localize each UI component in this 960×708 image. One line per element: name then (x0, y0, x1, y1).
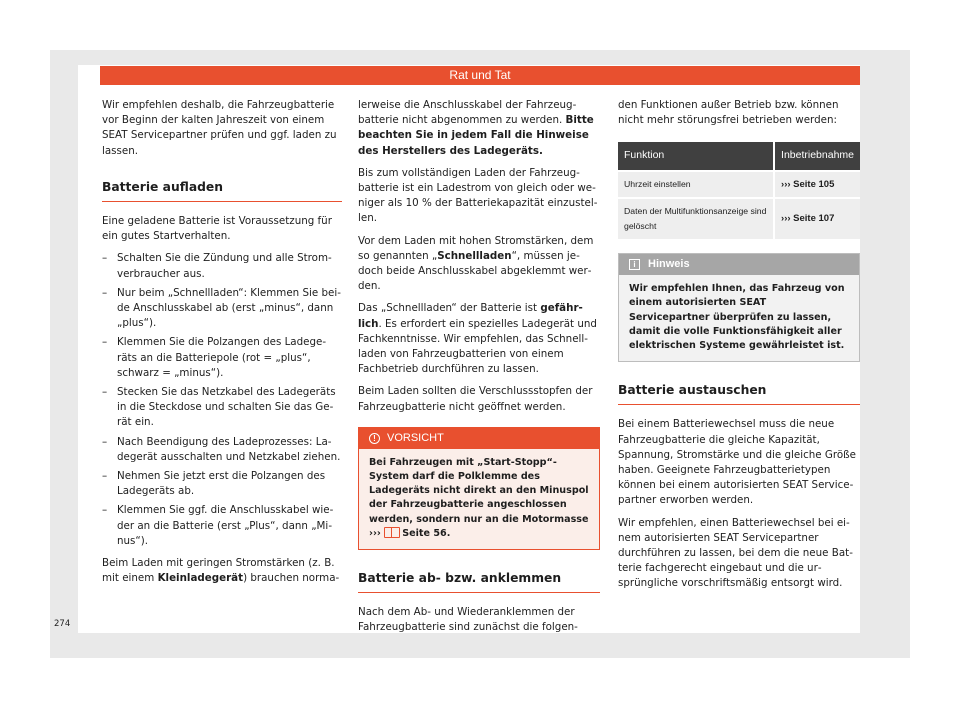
page-reference-link[interactable]: Seite 56. (402, 527, 451, 539)
table-cell: Daten der Multifunktionsanzeige sind gelöscht (618, 198, 774, 239)
emphasis-text: Bitte beachten Sie in jedem Fall die Hinweise des Herstellers des Ladegeräts. (358, 114, 594, 157)
list-item: – Nach Beendigung des Ladeprozesses: Ladegerät ausschalten und Netzkabel ziehen. (102, 435, 342, 465)
warning-body: Bei Fahrzeugen mit „Start-Stopp“-System darf die Polklemme des Ladegeräts nicht direkt an den Minuspol der Fahrzeugbatterie angeschlossen werden, sondern nur an die Motormasse ››› Seite 56. (369, 456, 589, 539)
lead-paragraph: Eine geladene Batterie ist Voraussetzung für ein gutes Startverhalten. (102, 215, 332, 243)
table-row (618, 171, 860, 198)
table-cell-link[interactable]: ››› Seite 105 (774, 171, 860, 198)
table-row (618, 198, 860, 239)
warning-icon: ! (369, 433, 380, 444)
paragraph: Nach dem Ab- und Wiederanklemmen der Fahrzeugbatterie sind zunächst die folgen- (358, 606, 578, 634)
column-right (618, 98, 860, 599)
list-item: – Klemmen Sie ggf. die Anschlusskabel wieder an die Batterie (erst „Plus“, dann „Minus“). (102, 503, 342, 549)
intro-paragraph: Wir empfehlen deshalb, die Fahrzeugbatterie vor Beginn der kalten Jahreszeit von einem SEAT Servicepartner prüfen und ggf. laden zu lassen. (102, 99, 337, 157)
table-header-cell: Funktion (618, 142, 774, 170)
paragraph: Das „Schnellladen“ der Batterie ist gefährlich. Es erfordert ein spezielles Ladegerät und Fachkenntnisse. Wir empfehlen, das Schnellladen von Fahrzeugbatterien von einem Fachbetrieb durchführen zu lassen. (358, 302, 597, 376)
paragraph: den Funktionen außer Betrieb bzw. können nicht mehr störungsfrei betrieben werden: (618, 99, 839, 127)
list-item: – Nehmen Sie jetzt erst die Polzangen des Ladegeräts ab. (102, 469, 342, 499)
warning-title: ! VORSICHT (359, 428, 599, 449)
paragraph: Bis zum vollständigen Laden der Fahrzeugbatterie ist ein Ladestrom von gleich oder weniger als 10 % der Batteriekapazität einzustellen. (358, 166, 598, 225)
paragraph: Beim Laden sollten die Verschlussstopfen der Fahrzeugbatterie nicht geöffnet werden. (358, 385, 593, 413)
table-cell-link[interactable]: ››› Seite 107 (774, 198, 860, 239)
list-item: – Schalten Sie die Zündung und alle Stromverbraucher aus. (102, 251, 342, 281)
paragraph: Vor dem Laden mit hohen Stromstärken, dem so genannten „Schnellladen“, müssen jedoch beide Anschlusskabel abgeklemmt werden. (358, 234, 594, 293)
outro-paragraph: Beim Laden mit geringen Stromstärken (z. B. mit einem Kleinladegerät) brauchen norma- (102, 557, 340, 585)
section-heading-charge: Batterie aufladen (102, 173, 342, 202)
list-item: – Nur beim „Schnellladen“: Klemmen Sie beide Anschlusskabel ab (erst „minus“, dann „plus“). (102, 286, 342, 332)
emphasis-text: gefährlich (358, 302, 583, 330)
chapter-header: Rat und Tat (100, 66, 860, 85)
column-middle (358, 98, 600, 643)
reference-arrows: ››› (369, 527, 381, 539)
charging-steps-list (102, 251, 342, 549)
book-icon (384, 527, 400, 538)
warning-box (358, 427, 600, 550)
paragraph: Wir empfehlen, einen Batteriewechsel bei einem autorisierten SEAT Servicepartner durchführen zu lassen, bei dem die neue Batterie fachgerecht eingebaut und die ursprüngliche vorschriftsmäßig entsorgt wird. (618, 516, 853, 590)
section-heading-replace: Batterie austauschen (618, 376, 860, 405)
page-number: 274 (54, 619, 71, 629)
section-heading-disconnect: Batterie ab- bzw. anklemmen (358, 564, 600, 593)
emphasis-text: Schnellladen (437, 249, 512, 262)
table-cell: Uhrzeit einstellen (618, 171, 774, 198)
table-header-row (618, 142, 860, 170)
note-title: i Hinweis (619, 254, 859, 275)
list-item: – Klemmen Sie die Polzangen des Ladegeräts an die Batteriepole (rot = „plus“, schwarz = „minus“). (102, 335, 342, 381)
paragraph: Bei einem Batteriewechsel muss die neue Fahrzeugbatterie die gleiche Kapazität, Spannung, Stromstärke und die gleiche Größe haben. Geeignete Fahrzeugbatterietypen können bei einem autorisierten SEAT Servicepartner erworben werden. (618, 418, 856, 507)
note-body: Wir empfehlen Ihnen, das Fahrzeug von einem autorisierten SEAT Servicepartner überprüfen zu lassen, damit die volle Funktionsfähigkeit aller elektrischen Systeme gewährleistet ist. (629, 283, 845, 352)
paragraph: lerweise die Anschlusskabel der Fahrzeugbatterie nicht abgenommen zu werden. Bitte beachten Sie in jedem Fall die Hinweise des Herstellers des Ladegeräts. (358, 99, 594, 157)
info-icon: i (629, 259, 640, 270)
note-box (618, 253, 860, 362)
table-header-cell: Inbetriebnahme (774, 142, 860, 170)
column-left (102, 98, 342, 593)
function-table (618, 142, 860, 239)
list-item: – Stecken Sie das Netzkabel des Ladegeräts in die Steckdose und schalten Sie das Gerät ein. (102, 385, 342, 431)
emphasis-text: Kleinladegerät (157, 572, 244, 585)
